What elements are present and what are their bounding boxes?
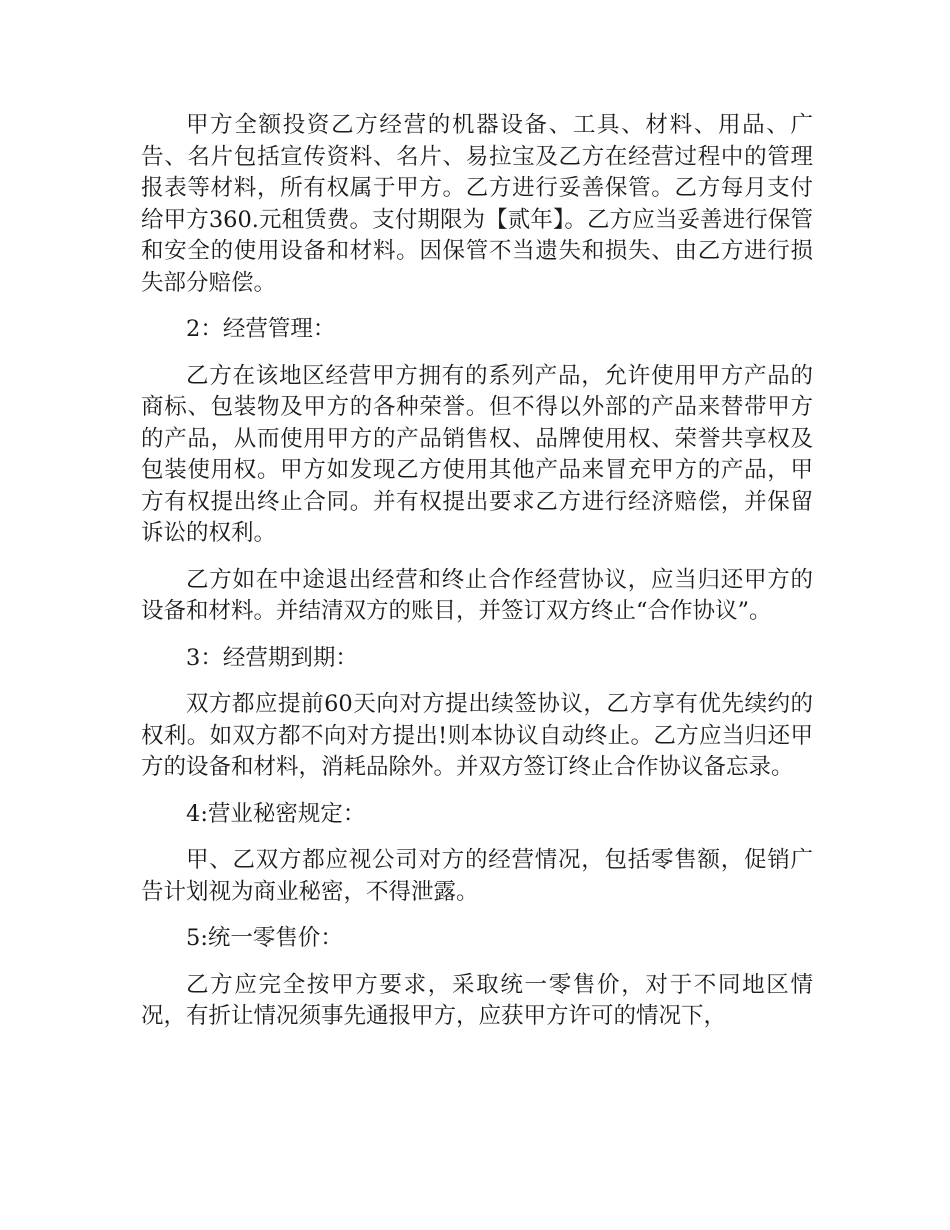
document-body bbox=[141, 110, 813, 1048]
paragraph-renewal: 双方都应提前60天向对方提出续签协议，乙方享有优先续约的权利。如双方都不向对方提出!则本协议自动终止。乙方应当归还甲方的设备和材料，消耗品除外。并双方签订终止合作协议备忘录。 bbox=[141, 691, 813, 780]
paragraph-product-usage: 乙方在该地区经营甲方拥有的系列产品，允许使用甲方产品的商标、包装物及甲方的各种荣誉。但不得以外部的产品来替带甲方的产品，从而使用甲方的产品销售权、品牌使用权、荣誉共享权及包装使用权。甲方如发现乙方使用其他产品来冒充甲方的产品，甲方有权提出终止合同。并有权提出要求乙方进行经济赔偿，并保留诉讼的权利。 bbox=[141, 362, 813, 546]
section-heading-unified-price: 5:统一零售价： bbox=[186, 925, 343, 951]
section-heading-term-expiry: 3：经营期到期： bbox=[186, 644, 358, 671]
paragraph-early-termination: 乙方如在中途退出经营和终止合作经营协议，应当归还甲方的设备和材料。并结清双方的账目，并签订双方终止“合作协议”。 bbox=[141, 566, 813, 624]
paragraph-equipment-ownership: 甲方全额投资乙方经营的机器设备、工具、材料、用品、广告、名片包括宣传资料、名片、易拉宝及乙方在经营过程中的管理报表等材料，所有权属于甲方。乙方进行妥善保管。乙方每月支付给甲方360.元租赁费。支付期限为【贰年】。乙方应当妥善进行保管和安全的使用设备和材料。因保管不当遗失和损失、由乙方进行损失部分赔偿。 bbox=[141, 112, 813, 296]
section-heading-trade-secrets: 4:营业秘密规定： bbox=[186, 800, 366, 827]
section-heading-business-management: 2：经营管理： bbox=[186, 316, 336, 342]
paragraph-pricing: 乙方应完全按甲方要求，采取统一零售价，对于不同地区情况，有折让情况须事先通报甲方，应获甲方许可的情况下， bbox=[141, 971, 813, 1029]
paragraph-confidentiality: 甲、乙双方都应视公司对方的经营情况，包括零售额，促销广告计划视为商业秘密，不得泄露。 bbox=[141, 847, 813, 905]
